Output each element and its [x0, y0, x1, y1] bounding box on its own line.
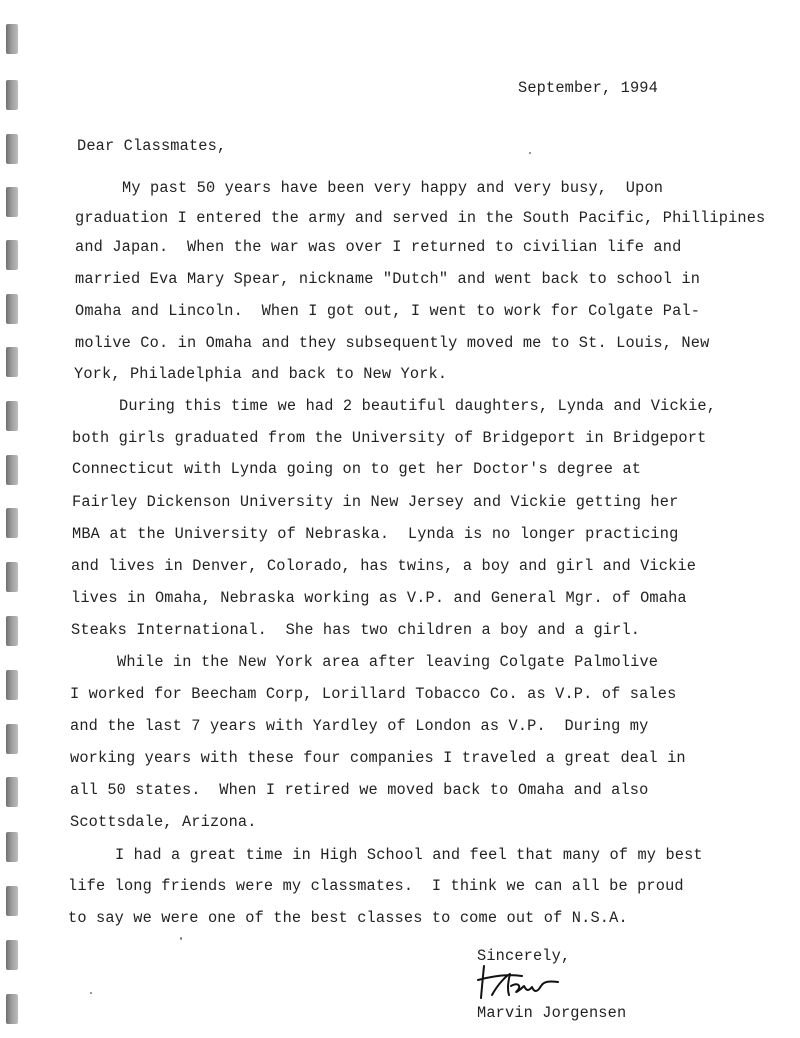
body-line: and Japan. When the war was over I returned to civilian life and: [75, 238, 682, 256]
letter-date: September, 1994: [518, 79, 658, 97]
body-line: York, Philadelphia and back to New York.: [74, 365, 448, 383]
body-line: Scottsdale, Arizona.: [70, 813, 257, 831]
binder-hole: [6, 80, 18, 110]
binder-hole: [6, 777, 18, 807]
body-line: I worked for Beecham Corp, Lorillard Tobacco Co. as V.P. of sales: [70, 685, 677, 703]
binder-hole: [6, 562, 18, 592]
binder-hole: [6, 294, 18, 324]
binder-holes: [0, 0, 30, 1038]
body-line: all 50 states. When I retired we moved back to Omaha and also: [70, 781, 649, 799]
binder-hole: [6, 886, 18, 916]
handwritten-signature: [476, 962, 572, 1002]
binder-hole: [6, 187, 18, 217]
salutation: Dear Classmates,: [77, 137, 227, 155]
body-line: lives in Omaha, Nebraska working as V.P. and General Mgr. of Omaha: [71, 589, 687, 607]
paper-speck: [180, 937, 182, 940]
body-line: graduation I entered the army and served in the South Pacific, Phillipines: [75, 209, 766, 227]
body-line: both girls graduated from the University of Bridgeport in Bridgeport: [72, 429, 707, 447]
paper-speck: [529, 152, 531, 154]
body-line: Omaha and Lincoln. When I got out, I went to work for Colgate Pal-: [75, 302, 701, 320]
binder-hole: [6, 994, 18, 1024]
body-line: Fairley Dickenson University in New Jersey and Vickie getting her: [72, 493, 679, 511]
binder-hole: [6, 134, 18, 164]
binder-hole: [6, 724, 18, 754]
closing: Sincerely,: [477, 947, 571, 965]
body-line: Connecticut with Lynda going on to get her Doctor's degree at: [72, 460, 642, 478]
body-line: I had a great time in High School and feel that many of my best: [115, 846, 703, 864]
body-line: life long friends were my classmates. I think we can all be proud: [68, 877, 684, 895]
body-line: Steaks International. She has two children a boy and a girl.: [71, 621, 641, 639]
body-line: and the last 7 years with Yardley of London as V.P. During my: [70, 717, 649, 735]
body-line: molive Co. in Omaha and they subsequently moved me to St. Louis, New: [75, 334, 710, 352]
body-line: and lives in Denver, Colorado, has twins, a boy and girl and Vickie: [71, 557, 697, 575]
binder-hole: [6, 401, 18, 431]
paper-speck: [90, 992, 92, 994]
body-line: While in the New York area after leaving Colgate Palmolive: [117, 653, 659, 671]
body-line: working years with these four companies I traveled a great deal in: [70, 749, 686, 767]
binder-hole: [6, 455, 18, 485]
body-line: During this time we had 2 beautiful daughters, Lynda and Vickie,: [119, 397, 717, 415]
binder-hole: [6, 832, 18, 862]
signer-name: Marvin Jorgensen: [477, 1004, 627, 1022]
binder-hole: [6, 24, 18, 54]
body-line: My past 50 years have been very happy and very busy, Upon: [122, 179, 664, 197]
binder-hole: [6, 508, 18, 538]
body-line: MBA at the University of Nebraska. Lynda is no longer practicing: [72, 525, 679, 543]
binder-hole: [6, 670, 18, 700]
binder-hole: [6, 940, 18, 970]
binder-hole: [6, 240, 18, 270]
binder-hole: [6, 616, 18, 646]
body-line: to say we were one of the best classes to come out of N.S.A.: [68, 909, 628, 927]
body-line: married Eva Mary Spear, nickname "Dutch" and went back to school in: [75, 270, 701, 288]
binder-hole: [6, 347, 18, 377]
